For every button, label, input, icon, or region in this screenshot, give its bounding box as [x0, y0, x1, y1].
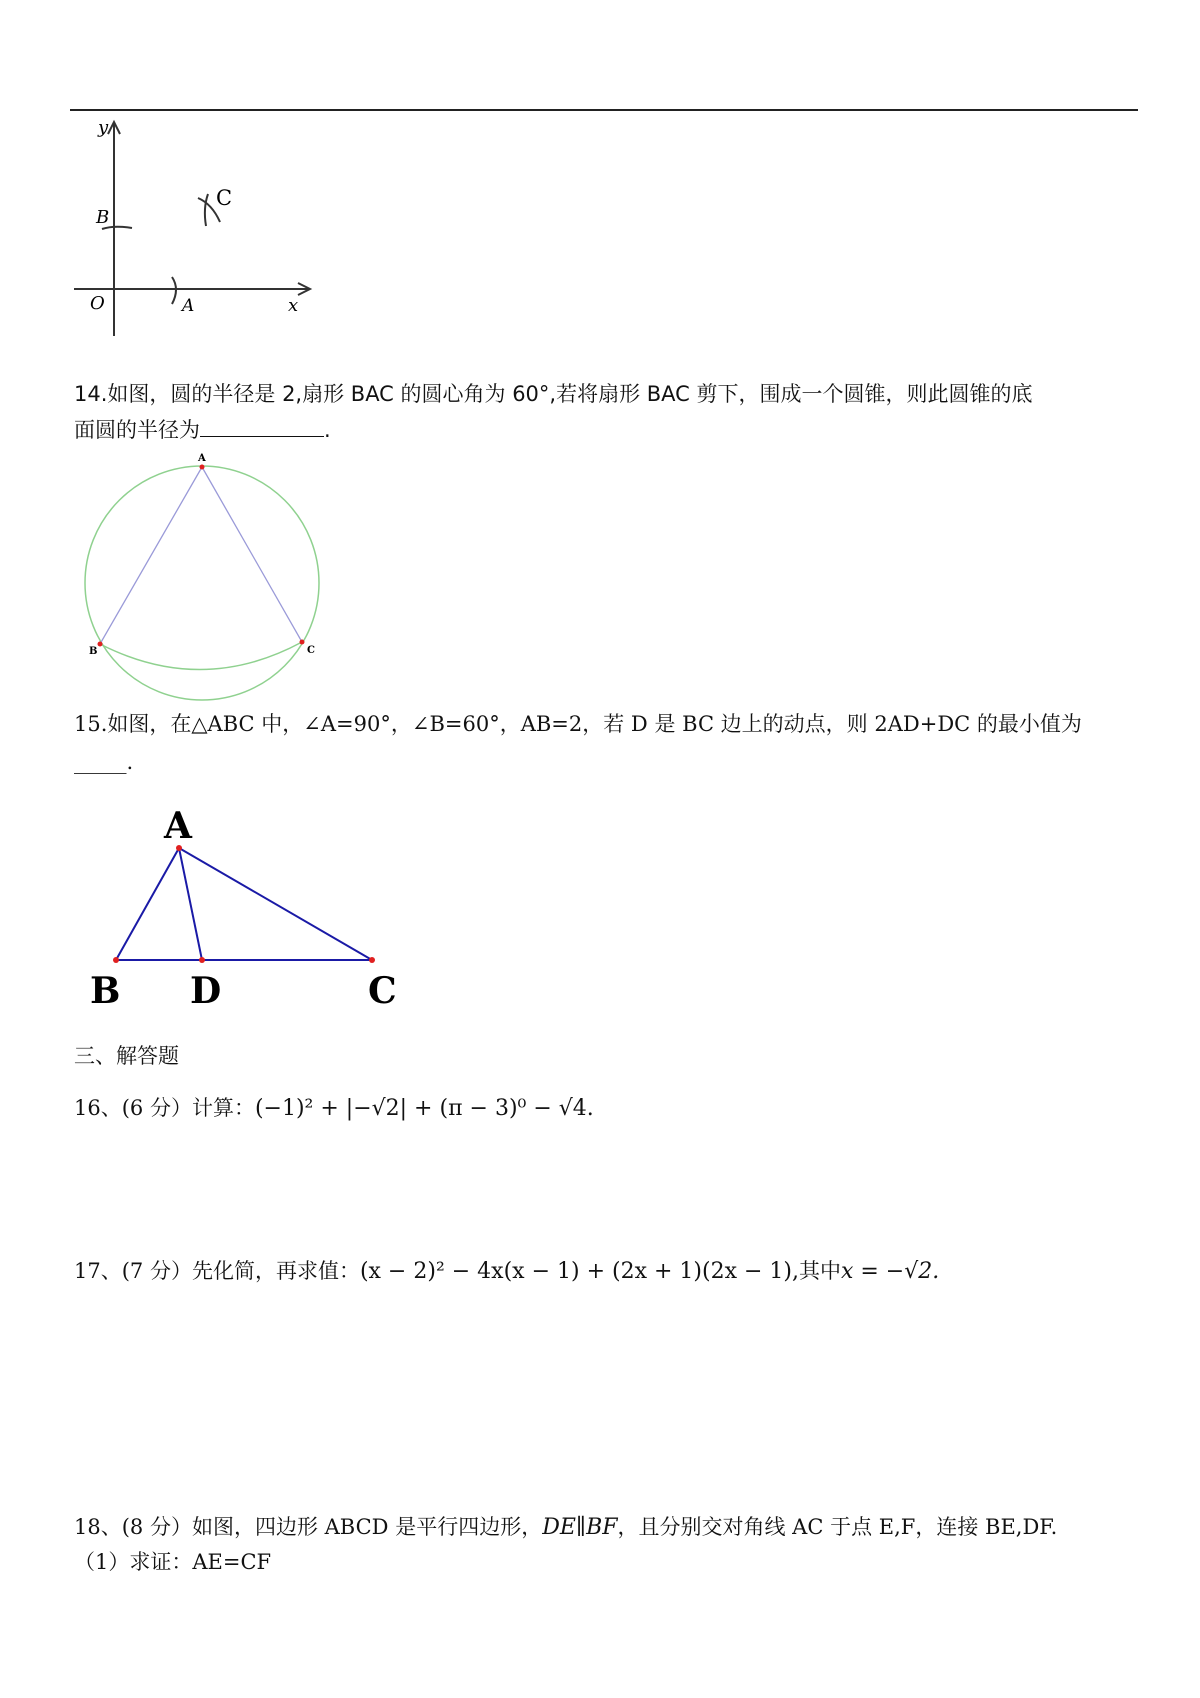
question-18-line-1: [74, 1509, 1057, 1546]
question-18-part-1: （1）求证：AE=CF: [74, 1550, 272, 1574]
label-c: C: [216, 186, 233, 210]
question-17-condition-label: 其中: [798, 1259, 841, 1283]
chord-ab: [100, 467, 202, 644]
point-b: [113, 957, 119, 963]
answer-blank: [200, 414, 324, 437]
question-14-line-2: [74, 412, 331, 448]
segment-ac: [179, 848, 372, 960]
question-16-expression: (−1)² + |−√2| + (π − 3)⁰ − √4.: [254, 1096, 594, 1121]
question-17-condition: x = −√2.: [840, 1259, 940, 1284]
question-14-line-1: 14.如图，圆的半径是 2,扇形 BAC 的圆心角为 60°,若将扇形 BAC 剪下，围成一个圆锥，则此圆锥的底: [74, 382, 1033, 406]
question-16-label: 16、(6 分）计算：: [74, 1096, 255, 1120]
label-c: C: [368, 970, 397, 1012]
figure-triangle-abd: [80, 798, 420, 1013]
segment-ad: [179, 848, 202, 960]
question-18-parallel: DE∥BF: [542, 1515, 618, 1540]
section-3-title: 三、解答题: [74, 1044, 179, 1068]
circle: [85, 466, 319, 700]
question-15-line-2: _____.: [74, 750, 134, 774]
arc-at-a: [172, 277, 176, 304]
label-b: B: [96, 207, 110, 228]
label-a: A: [164, 805, 192, 847]
point-a: [200, 465, 205, 470]
question-17-expression: (x − 2)² − 4x(x − 1) + (2x + 1)(2x − 1),: [359, 1259, 799, 1284]
point-b: [98, 642, 103, 647]
question-16: [74, 1090, 594, 1127]
label-a: A: [182, 296, 195, 316]
point-d: [199, 957, 205, 963]
question-17: [74, 1253, 939, 1290]
label-b: B: [90, 970, 121, 1012]
point-c: [369, 957, 375, 963]
label-a: A: [198, 453, 206, 464]
question-18-rest: ，且分别交对角线 AC 于点 E,F，连接 BE,DF.: [617, 1515, 1058, 1539]
label-b: B: [89, 646, 98, 657]
figure-circle-sector: [78, 450, 338, 702]
arc-at-c-2: [205, 194, 208, 226]
sector-arc: [100, 642, 302, 670]
label-x: x: [288, 295, 299, 316]
label-o: O: [90, 293, 105, 314]
header-rule: [70, 109, 1138, 111]
segment-ab: [116, 848, 179, 960]
label-y: y: [98, 117, 109, 138]
label-c: C: [307, 645, 315, 656]
question-17-label: 17、(7 分）先化简，再求值：: [74, 1259, 360, 1283]
question-14-line-2-text: 面圆的半径为: [74, 418, 200, 442]
label-d: D: [190, 970, 222, 1012]
question-14-period: .: [324, 418, 331, 442]
figure-coordinate-construction: [70, 116, 320, 341]
question-15-line-1: 15.如图，在△ABC 中，∠A=90°，∠B=60°，AB=2，若 D 是 BC 边上的动点，则 2AD+DC 的最小值为: [74, 712, 1082, 736]
question-18-label: 18、(8 分）如图，四边形 ABCD 是平行四边形，: [74, 1515, 543, 1539]
chord-ac: [202, 467, 302, 642]
point-c: [300, 640, 305, 645]
